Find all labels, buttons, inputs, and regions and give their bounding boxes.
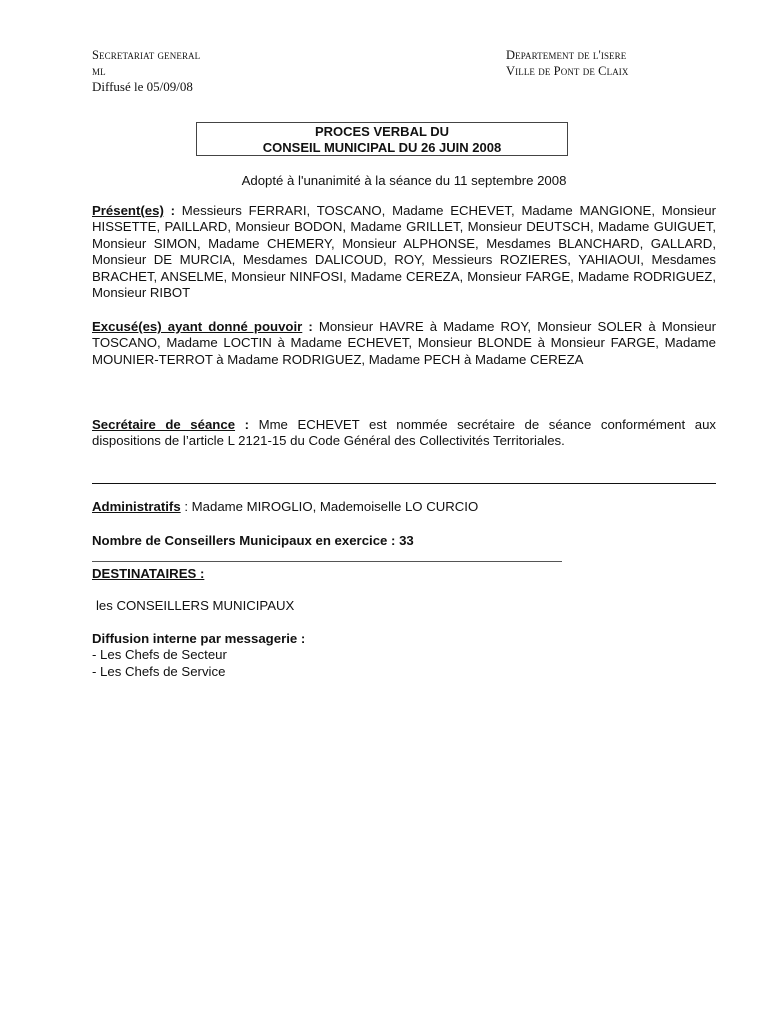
header-left [92,47,200,95]
diffusion-label: Diffusion interne par messagerie : [92,631,306,646]
header-departement: Departement de l'isere [506,48,627,62]
present-paragraph [92,203,716,301]
secretaire-text: Mme ECHEVET est nommée secrétaire de séance conformément aux dispositions de l’article L 2121-15 du Code Général des Collectivités Territoriales. [92,417,716,449]
destinataires-label: DESTINATAIRES : [92,566,205,581]
section-divider [92,483,716,484]
title-line-2: CONSEIL MUNICIPAL DU 26 JUIN 2008 [262,140,502,155]
present-label: Présent(es) [92,203,164,218]
adoption-statement: Adopté à l'unanimité à la séance du 11 septembre 2008 [241,173,567,188]
short-divider [92,561,562,562]
secretaire-label: Secrétaire de séance [92,417,236,432]
present-text: Messieurs FERRARI, TOSCANO, Madame ECHEVET, Madame MANGIONE, Monsieur HISSETTE, PAILLARD, Monsieur BODON, Madame GRILLET, Monsieur DEUTSCH, Madame GUIGUET, Monsieur SIMON, Madame CHEMERY, Monsieur ALPHONSE, Mesdames BLANCHARD, GALLARD, Monsieur DE MURCIA, Mesdames DALICOUD, ROY, Messieurs ROZIERES, YAHIAOUI, Mesdames BRACHET, ANSELME, Monsieur NINFOSI, Madame CEREZA, Monsieur FARGE, Madame RODRIGUEZ, Monsieur RIBOT [92,203,716,301]
title-line-1: PROCES VERBAL DU [314,124,450,139]
header-service: Secretariat general [92,48,201,62]
diffusion-item: - Les Chefs de Service [92,664,226,679]
secretaire-separator: : [235,417,259,432]
present-separator: : [163,203,182,218]
secretaire-paragraph [92,417,716,450]
header-initials: ml [92,64,106,78]
excuse-text: Monsieur HAVRE à Madame ROY, Monsieur SOLER à Monsieur TOSCANO, Madame LOCTIN à Madame ECHEVET, Monsieur BLONDE à Monsieur FARGE, Madame MOUNIER-TERROT à Madame RODRIGUEZ, Madame PECH à Madame CEREZA [92,319,716,367]
excuse-paragraph [92,319,716,368]
administratifs-label: Administratifs [92,499,181,514]
administratifs-line [92,499,478,515]
title-box [196,122,568,156]
excuse-label: Excusé(es) ayant donné pouvoir [92,319,303,334]
excuse-separator: : [302,319,319,334]
nombre-conseillers: Nombre de Conseillers Municipaux en exercice : 33 [92,533,414,548]
administratifs-separator: : [180,499,192,514]
administratifs-text: Madame MIROGLIO, Mademoiselle LO CURCIO [191,499,479,514]
destinataires-item: les CONSEILLERS MUNICIPAUX [96,598,295,613]
header-ville: Ville de Pont de Claix [506,64,629,78]
diffusion-item: - Les Chefs de Secteur [92,647,227,662]
header-diffusion-date: Diffusé le 05/09/08 [92,79,193,94]
header-right [506,47,629,79]
